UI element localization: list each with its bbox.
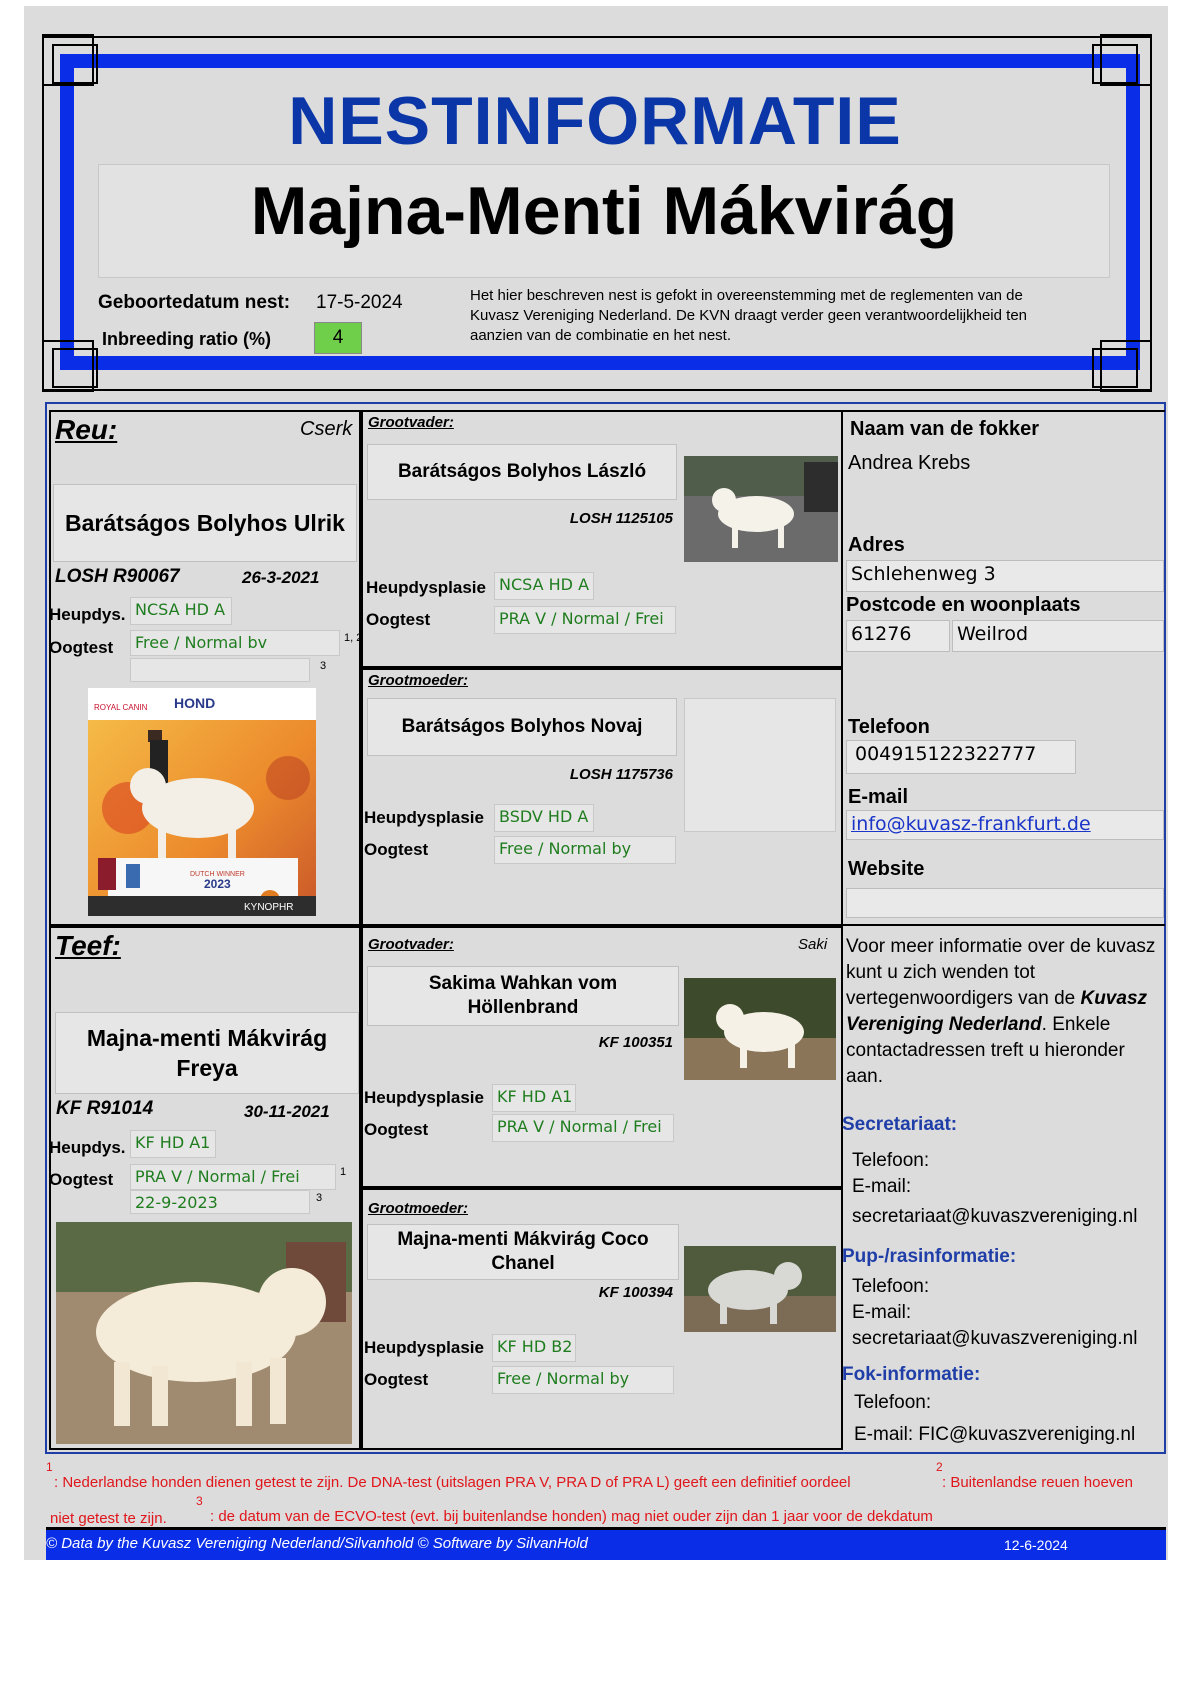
disclaimer-text: Het hier beschreven nest is gefokt in overeenstemming met de reglementen van de Kuvasz Vereniging Nederland. De KVN draagt verder geen verantwoordelijkheid ten aanzien van de combinatie en het nest. <box>470 287 1027 344</box>
dam-granddam-heading: Grootmoeder: <box>368 1200 469 1217</box>
breeder-email-link[interactable]: info@kuvasz-frankfurt.de <box>846 810 1164 840</box>
breeder-website-field[interactable] <box>846 888 1164 918</box>
pup-info-heading: Pup-/rasinformatie: <box>842 1246 1017 1267</box>
dam-granddam-name-box <box>367 1224 679 1280</box>
breeder-name-label: Naam van de fokker <box>850 418 1039 440</box>
sire-grandsire-photo <box>684 456 838 562</box>
dog-photo-graphic <box>684 1246 836 1332</box>
breeder-address-label: Adres <box>848 534 905 556</box>
sire-granddam-hd-value: BSDV HD A <box>494 804 594 832</box>
breeder-postcode-field[interactable]: 61276 <box>846 620 950 652</box>
pup-info-email[interactable]: secretariaat@kuvaszvereniging.nl <box>852 1328 1138 1349</box>
contact-intro <box>846 934 1158 1090</box>
pup-info-email-label: E-mail: <box>852 1302 912 1323</box>
secretariat-heading: Secretariaat: <box>842 1114 958 1135</box>
sire-grandsire-reg: LOSH 1125105 <box>569 510 673 527</box>
dam-hd-label: Heupdys. <box>49 1138 126 1157</box>
breeder-postcode-label: Postcode en woonplaats <box>846 594 1081 616</box>
dam-granddam-eye-value: Free / Normal by <box>492 1366 674 1394</box>
inbreeding-label: Inbreeding ratio (%) <box>102 329 272 349</box>
dam-heading: Teef: <box>55 930 121 961</box>
photo-logo: HOND <box>174 695 216 711</box>
footnote-3-marker: 3 <box>196 1494 203 1508</box>
sire-granddam-photo-placeholder <box>684 698 836 832</box>
breeder-name-value: Andrea Krebs <box>848 452 971 474</box>
dam-granddam-hd-value: KF HD B2 <box>492 1334 576 1362</box>
contact-intro-club: Kuvasz Vereniging Nederland <box>846 988 1148 1035</box>
sire-eye-note: 1, 2 <box>344 632 363 644</box>
footer-date: 12-6-2024 <box>1004 1537 1068 1553</box>
photo-year: 2023 <box>204 877 231 891</box>
dam-grandsire-eye-value: PRA V / Normal / Frei <box>492 1114 674 1142</box>
dam-reg: KF R91014 <box>56 1098 154 1119</box>
breeder-city-field[interactable]: Weilrod <box>952 620 1164 652</box>
sire-grandsire-hd-value: NCSA HD A <box>494 572 594 600</box>
breeder-website-label: Website <box>848 858 925 880</box>
dog-photo-graphic <box>684 456 838 562</box>
sire-grandsire-hd-label: Heupdysplasie <box>366 578 486 597</box>
sire-granddam-hd-label: Heupdysplasie <box>364 808 484 827</box>
dam-dob: 30-11-2021 <box>244 1102 330 1121</box>
dam-grandsire-photo <box>684 978 836 1080</box>
sire-show-photo-graphic <box>88 688 316 916</box>
dam-eye-date: 22-9-2023 <box>130 1190 310 1214</box>
pup-info-phone: Telefoon: <box>852 1276 930 1297</box>
dam-grandsire-heading: Grootvader: <box>368 936 454 953</box>
sire-granddam-name: Barátságos Bolyhos Novaj <box>401 716 643 737</box>
dog-photo-graphic <box>684 978 836 1080</box>
dog-photo-graphic <box>56 1222 352 1444</box>
dam-grandsire-name: Sakima Wahkan vom Höllenbrand <box>428 973 618 1018</box>
contact-intro-part1: Voor meer informatie over de kuvasz kunt u zich wenden tot vertegenwoordigers van de <box>846 936 1156 1009</box>
footnote-2-marker: 2 <box>936 1460 943 1474</box>
birth-date-value: 17-5-2024 <box>316 292 403 313</box>
sire-granddam-heading: Grootmoeder: <box>368 672 469 689</box>
secretariat-email[interactable]: secretariaat@kuvaszvereniging.nl <box>852 1206 1138 1227</box>
breeding-info-phone: Telefoon: <box>854 1392 932 1413</box>
sire-grandsire-name: Barátságos Bolyhos László <box>397 461 647 482</box>
footnote-3-text: : de datum van de ECVO-test (evt. bij buitenlandse honden) mag niet ouder zijn dan 1 jaar voor de dekdatum <box>210 1508 933 1525</box>
nest-name: Majna-Menti Mákvirág <box>250 173 958 249</box>
photo-sponsor: KYNOPHR <box>244 902 294 913</box>
birth-date-label: Geboortedatum nest: <box>98 292 291 313</box>
dam-granddam-eye-label: Oogtest <box>364 1370 429 1389</box>
dam-granddam-hd-label: Heupdysplasie <box>364 1338 484 1357</box>
breeder-email-label: E-mail <box>848 786 909 808</box>
dam-grandsire-hd-value: KF HD A1 <box>492 1084 576 1112</box>
footer-bar <box>46 1527 1166 1560</box>
sire-heading: Reu: <box>55 414 118 445</box>
breeder-address-field[interactable]: Schlehenweg 3 <box>846 560 1164 592</box>
breeder-phone-field[interactable]: 004915122322777 <box>846 740 1076 774</box>
breeding-info-heading: Fok-informatie: <box>842 1364 981 1385</box>
dam-date-note: 3 <box>316 1192 323 1204</box>
inbreeding-value: 4 <box>314 322 362 354</box>
secretariat-phone: Telefoon: <box>852 1150 930 1171</box>
dam-grandsire-reg: KF 100351 <box>598 1034 673 1051</box>
sire-eye-label: Oogtest <box>49 638 114 657</box>
photo-event: DUTCH WINNER <box>190 871 245 878</box>
sire-name-box <box>53 484 357 562</box>
sire-eye-date <box>130 658 310 682</box>
sire-name: Barátságos Bolyhos Ulrik <box>65 509 345 536</box>
dam-eye-value: PRA V / Normal / Frei <box>130 1164 336 1190</box>
sire-photo <box>88 688 316 916</box>
footnote-2-text-cont: niet getest te zijn. <box>50 1510 167 1527</box>
sire-call-name: Cserk <box>300 418 353 440</box>
sire-reg: LOSH R90067 <box>55 566 180 587</box>
footnote-1-marker: 1 <box>46 1460 53 1474</box>
sire-hd-label: Heupdys. <box>49 605 126 624</box>
page-title: NESTINFORMATIE <box>288 83 902 159</box>
breeder-phone-label: Telefoon <box>848 716 930 738</box>
contact-intro-part2: . Enkele contactadressen treft u hieronder aan. <box>846 1014 1125 1087</box>
sire-granddam-reg: LOSH 1175736 <box>569 766 673 783</box>
sire-hd-value: NCSA HD A <box>130 597 232 625</box>
dam-name-box <box>55 1012 359 1094</box>
sire-date-note: 3 <box>320 660 327 672</box>
sire-granddam-eye-value: Free / Normal by <box>494 836 676 864</box>
sire-grandsire-name-box <box>367 444 677 500</box>
dam-granddam-reg: KF 100394 <box>598 1284 673 1301</box>
dam-hd-value: KF HD A1 <box>130 1130 216 1158</box>
corner-ornament-br-inner <box>1092 348 1138 388</box>
dam-photo <box>56 1222 352 1444</box>
dam-grandsire-call-name: Saki <box>798 936 828 953</box>
sire-granddam-name-box <box>367 698 677 756</box>
dam-eye-label: Oogtest <box>49 1170 114 1189</box>
sire-grandsire-eye-label: Oogtest <box>366 610 431 629</box>
breeding-info-email[interactable]: E-mail: FIC@kuvaszvereniging.nl <box>854 1424 1136 1445</box>
dam-grandsire-hd-label: Heupdysplasie <box>364 1088 484 1107</box>
photo-brand: ROYAL CANIN <box>94 703 148 712</box>
breeder-panel <box>843 410 1165 926</box>
dam-name: Majna-menti Mákvirág Freya <box>86 1025 328 1081</box>
corner-ornament-tl-inner <box>52 44 98 84</box>
sire-granddam-eye-label: Oogtest <box>364 840 429 859</box>
sire-eye-value: Free / Normal bv <box>130 630 340 656</box>
dam-granddam-photo <box>684 1246 836 1332</box>
sire-dob: 26-3-2021 <box>242 568 320 587</box>
footnote-2-text: : Buitenlandse reuen hoeven <box>942 1474 1133 1491</box>
dam-eye-note: 1 <box>340 1166 347 1178</box>
dam-grandsire-name-box <box>367 966 679 1026</box>
dam-granddam-name: Majna-menti Mákvirág Coco Chanel <box>397 1229 649 1274</box>
corner-ornament-bl-inner <box>52 348 98 388</box>
sire-grandsire-heading: Grootvader: <box>368 414 454 431</box>
footer-credits: © Data by the Kuvasz Vereniging Nederland/Silvanhold © Software by SilvanHold <box>46 1535 588 1552</box>
secretariat-email-label: E-mail: <box>852 1176 912 1197</box>
footnote-1-text: : Nederlandse honden dienen getest te zijn. De DNA-test (uitslagen PRA V, PRA D of PRA L) geeft een definitief oordeel <box>54 1474 851 1491</box>
corner-ornament-tr-inner <box>1092 44 1138 84</box>
dam-grandsire-eye-label: Oogtest <box>364 1120 429 1139</box>
sire-grandsire-eye-value: PRA V / Normal / Frei <box>494 606 676 634</box>
